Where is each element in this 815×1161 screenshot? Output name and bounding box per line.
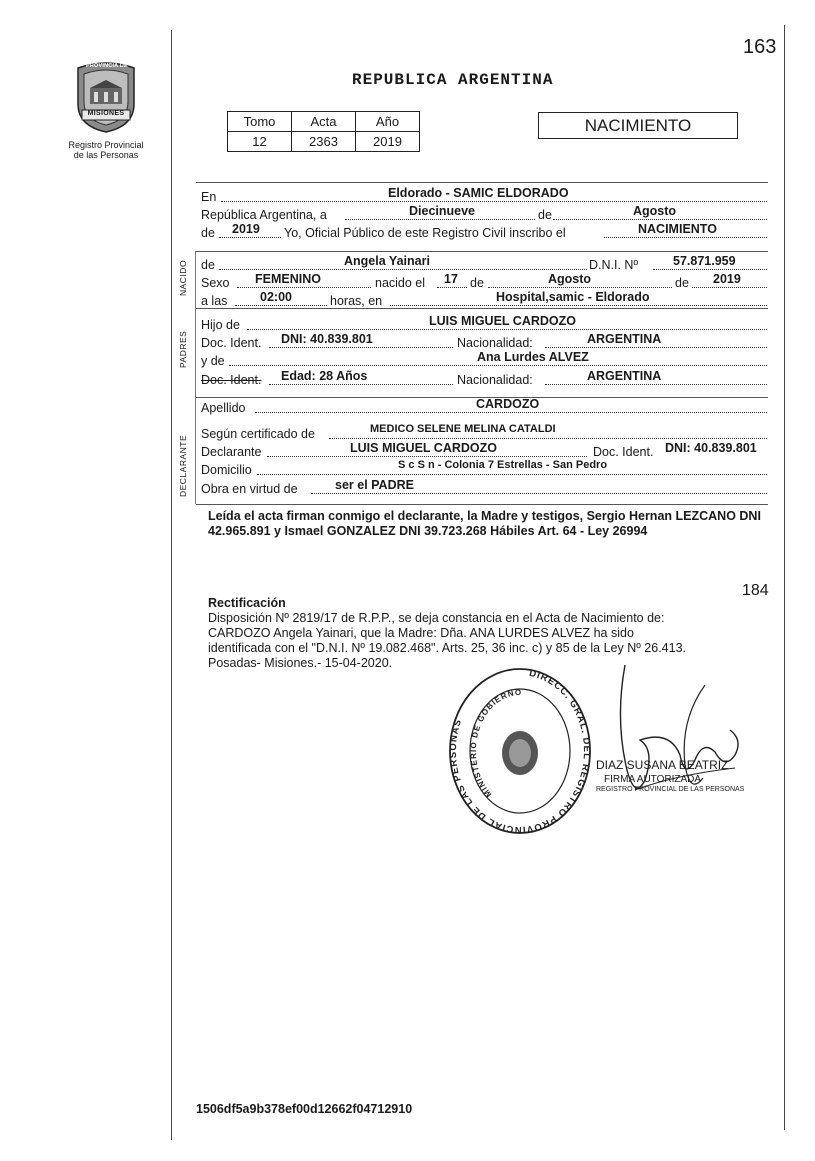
label-hijo: Hijo de [201, 318, 240, 332]
value-apellido: CARDOZO [476, 397, 540, 411]
label-y-de: y de [201, 354, 225, 368]
page-number: 163 [743, 36, 777, 58]
dots [604, 237, 767, 238]
value-dia-nac: 17 [444, 272, 458, 286]
dots [329, 438, 767, 439]
dots [255, 412, 767, 413]
signer-office: REGISTRO PROVINCIAL DE LAS PERSONAS [596, 786, 745, 793]
document-title: REPUBLICA ARGENTINA [352, 71, 554, 89]
label-nacionalidad: Nacionalidad: [457, 336, 533, 350]
value-lugar-nac: Hospital,samic - Eldorado [496, 290, 650, 304]
left-margin-line [171, 30, 172, 1140]
value-nac-padre: ARGENTINA [587, 332, 662, 346]
province-logo [72, 60, 140, 134]
label-de: de [201, 226, 215, 240]
row-hora [201, 290, 769, 311]
value-declarante: LUIS MIGUEL CARDOZO [350, 441, 497, 455]
dots [488, 287, 672, 288]
dots [219, 269, 587, 270]
dots [257, 474, 767, 475]
dots [237, 287, 371, 288]
dots [390, 305, 767, 306]
dots [235, 305, 327, 306]
label-certificado: Según certificado de [201, 427, 315, 441]
section-divider-top [196, 182, 768, 183]
section-divider-bottom [196, 504, 768, 505]
right-margin-line [784, 25, 785, 1130]
logo-caption [56, 140, 156, 160]
dots [653, 269, 767, 270]
rectification-line3: identificada con el "D.N.I. Nº 19.082.468". Arts. 25, 36 inc. c) y 85 de la Ley Nº 26.413. [208, 641, 686, 655]
logo-band-text: MISIONES [87, 110, 125, 117]
signer-name: DIAZ SUSANA BEATRIZ [596, 758, 729, 772]
row-apellido [201, 397, 769, 418]
label-de: de [675, 276, 689, 290]
dots [692, 287, 767, 288]
dots [221, 201, 767, 202]
dots [545, 384, 767, 385]
logo-caption-line2: de las Personas [73, 150, 139, 160]
value-nombre: Angela Yainari [344, 254, 430, 268]
value-obra: ser el PADRE [335, 478, 414, 492]
value-doc-padre: DNI: 40.839.801 [281, 332, 373, 346]
label-de: de [538, 208, 552, 222]
value-tipo: NACIMIENTO [638, 222, 717, 236]
logo-arc-text: PROVINCIA DE [86, 63, 128, 69]
label-de: de [470, 276, 484, 290]
value-anio-nac: 2019 [713, 272, 741, 286]
row-obra [201, 478, 769, 499]
label-horas-en: horas, en [330, 294, 383, 308]
value-anio: 2019 [232, 222, 260, 236]
dots [345, 219, 535, 220]
value-mes: Agosto [633, 204, 677, 218]
official-stamp [445, 665, 595, 837]
section-divider-nacido [196, 251, 768, 252]
dots [247, 329, 767, 330]
stamp-outer-text: DIRECC. GRAL. DEL REGISTRO PROVINCIAL DE LAS PERSONAS [447, 667, 593, 836]
label-declarante: Declarante [201, 445, 262, 459]
table-value-anio: 2019 [356, 132, 420, 152]
dots [219, 237, 281, 238]
row-de-anio [201, 222, 769, 243]
value-mes-nac: Agosto [548, 272, 592, 286]
value-edad-madre: Edad: 28 Años [281, 369, 368, 383]
signer-role: FIRMA AUTORIZADA [604, 774, 702, 785]
signature-block [596, 758, 776, 793]
row-en [201, 186, 769, 207]
label-republica: República Argentina, a [201, 208, 327, 222]
value-dia: Diecinueve [409, 204, 476, 218]
value-nac-madre: ARGENTINA [587, 369, 662, 383]
value-sexo: FEMENINO [255, 272, 321, 286]
label-sexo: Sexo [201, 276, 230, 290]
label-a-las: a las [201, 294, 228, 308]
label-obra: Obra en virtud de [201, 482, 298, 496]
dots [545, 347, 767, 348]
dots [269, 384, 453, 385]
dots [269, 347, 453, 348]
value-lugar: Eldorado - SAMIC ELDORADO [388, 186, 569, 200]
table-value-tomo: 12 [228, 132, 292, 152]
label-nacionalidad: Nacionalidad: [457, 373, 533, 387]
rectification-number: 184 [742, 582, 769, 599]
footer-code: 1506df5a9b378ef00d12662f04712910 [196, 1102, 413, 1116]
table-header-tomo: Tomo [228, 112, 292, 132]
side-label-padres: PADRES [178, 330, 188, 368]
value-doc-declarante: DNI: 40.839.801 [665, 441, 757, 455]
dots [553, 219, 767, 220]
stamp-inner-text: MINISTERIO DE GOBIERNO [468, 687, 523, 799]
row-doc-madre [201, 369, 769, 390]
dots [267, 456, 587, 457]
rectification-heading: Rectificación [208, 596, 286, 610]
label-de: de [201, 258, 215, 272]
label-apellido: Apellido [201, 401, 246, 415]
value-domicilio: S c S n - Colonia 7 Estrellas - San Pedro [398, 459, 608, 471]
label-doc-ident-struck: Doc. Ident. [201, 373, 262, 387]
value-dni-nacido: 57.871.959 [673, 254, 736, 268]
table-header-anio: Año [356, 112, 420, 132]
record-table [227, 111, 420, 152]
logo-caption-line1: Registro Provincial [68, 140, 144, 150]
value-madre: Ana Lurdes ALVEZ [477, 350, 589, 364]
label-dni: D.N.I. Nº [589, 258, 639, 272]
dots [229, 365, 767, 366]
rectification-line4: Posadas- Misiones.- 15-04-2020. [208, 656, 393, 670]
label-domicilio: Domicilio [201, 463, 252, 477]
dots [437, 287, 467, 288]
closing-note: Leída el acta firman conmigo el declarante, la Madre y testigos, Sergio Hernan LEZCANO DNI 42.965.891 y Ismael GONZALEZ DNI 39.723.268 Hábiles Art. 64 - Ley 26994 [208, 509, 761, 538]
value-hora: 02:00 [260, 290, 292, 304]
side-label-rule [195, 251, 196, 504]
rectification-line2: CARDOZO Angela Yainari, que la Madre: Dña. ANA LURDES ALVEZ ha sido [208, 626, 634, 640]
table-header-acta: Acta [292, 112, 356, 132]
row-domicilio [201, 459, 769, 480]
table-value-acta: 2363 [292, 132, 356, 152]
record-kind-box: NACIMIENTO [538, 112, 738, 139]
side-label-nacido: NACIDO [178, 259, 188, 296]
rectification-line1: Disposición Nº 2819/17 de R.P.P., se deja constancia en el Acta de Nacimiento de: [208, 611, 665, 625]
label-nacido-el: nacido el [375, 276, 426, 290]
value-padre: LUIS MIGUEL CARDOZO [429, 314, 576, 328]
dots [311, 493, 767, 494]
label-doc-ident: Doc. Ident. [201, 336, 262, 350]
label-doc-ident: Doc. Ident. [593, 445, 654, 459]
value-certificado: MEDICO SELENE MELINA CATALDI [370, 423, 556, 435]
label-en: En [201, 190, 217, 204]
label-inscribo: Yo, Oficial Público de este Registro Civil inscribo el [284, 226, 566, 240]
side-label-declarante: DECLARANTE [178, 434, 188, 497]
